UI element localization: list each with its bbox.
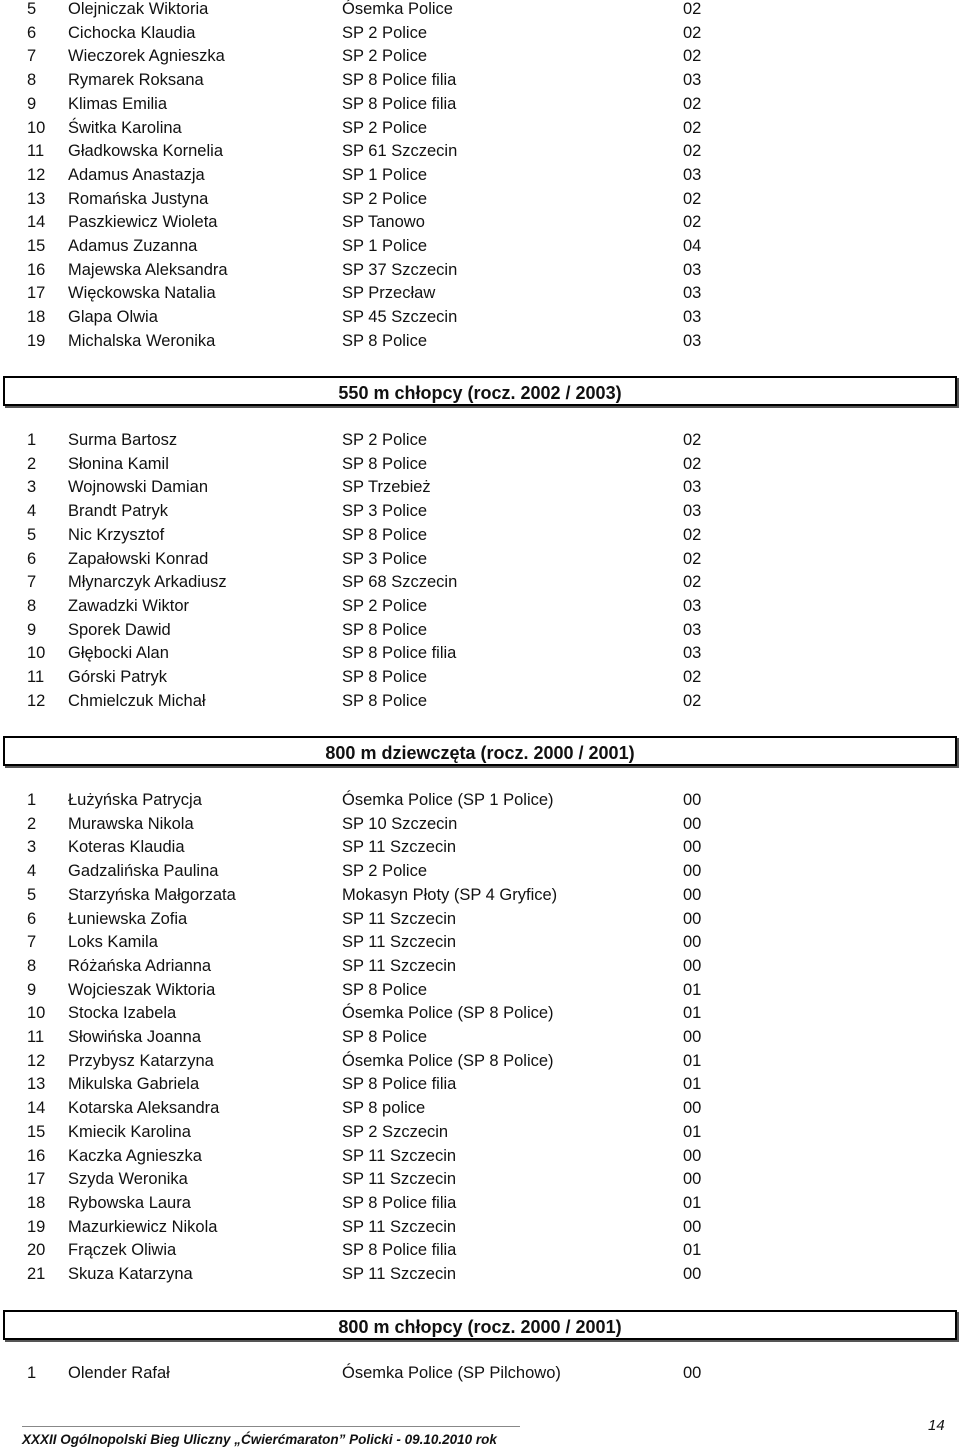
result-row	[0, 860, 960, 884]
athlete-name-cell: Olejniczak Wiktoria	[68, 0, 209, 18]
athlete-name-cell: Surma Bartosz	[68, 431, 178, 449]
place-cell: 7	[27, 933, 37, 952]
place-cell: 17	[27, 284, 46, 303]
school-cell: SP 1 Police	[342, 165, 427, 184]
place-cell: 8	[27, 956, 37, 975]
school-cell: SP 68 Szczecin	[342, 573, 458, 592]
result-row	[0, 22, 960, 46]
birth-year-cell: 01	[683, 1004, 702, 1023]
place-cell: 12	[27, 1051, 46, 1070]
place-cell: 1	[27, 1364, 37, 1382]
birth-year-cell: 00	[683, 862, 702, 881]
school-cell: SP 2 Police	[342, 862, 427, 881]
athlete-name-cell: Kaczka Agnieszka	[68, 1146, 202, 1165]
athlete-name-cell: Paszkiewicz Wioleta	[68, 213, 218, 232]
athlete-name-cell: Murawska Nikola	[68, 814, 194, 833]
school-cell: SP 11 Szczecin	[342, 909, 457, 928]
birth-year-cell: 00	[683, 1364, 702, 1382]
school-cell: SP 2 Police	[342, 23, 427, 42]
school-cell: SP 2 Police	[342, 431, 427, 449]
athlete-name-cell: Frączek Oliwia	[68, 1241, 177, 1260]
birth-year-cell: 02	[683, 0, 702, 18]
result-row	[0, 1362, 960, 1386]
athlete-name-cell: Nic Krzysztof	[68, 525, 165, 544]
school-cell: SP 37 Szczecin	[342, 260, 458, 279]
athlete-name-cell: Świtka Karolina	[68, 118, 182, 137]
place-cell: 17	[27, 1170, 46, 1189]
school-cell: Ósemka Police	[342, 0, 453, 18]
place-cell: 10	[27, 644, 46, 663]
birth-year-cell: 03	[683, 260, 702, 279]
school-cell: SP 11 Szczecin	[342, 933, 457, 952]
birth-year-cell: 02	[683, 691, 702, 710]
athlete-name-cell: Wojnowski Damian	[68, 478, 208, 497]
result-row	[0, 813, 960, 837]
birth-year-cell: 00	[683, 1265, 702, 1283]
school-cell: SP Tanowo	[342, 213, 425, 232]
place-cell: 19	[27, 331, 46, 350]
school-cell: SP 8 Police filia	[342, 71, 457, 90]
birth-year-cell: 03	[683, 478, 702, 497]
result-row	[0, 330, 960, 354]
birth-year-cell: 00	[683, 814, 702, 833]
place-cell: 10	[27, 1004, 46, 1023]
result-row	[0, 642, 960, 666]
school-cell: Ósemka Police (SP 8 Police)	[342, 1004, 554, 1023]
athlete-name-cell: Sporek Dawid	[68, 620, 171, 639]
school-cell: SP 8 Police	[342, 980, 427, 999]
school-cell: SP 11 Szczecin	[342, 838, 457, 857]
school-cell: SP 2 Police	[342, 47, 427, 66]
result-row	[0, 571, 960, 595]
school-cell: Ósemka Police (SP 8 Police)	[342, 1051, 554, 1070]
school-cell: SP 3 Police	[342, 502, 427, 521]
place-cell: 12	[27, 165, 46, 184]
athlete-name-cell: Szyda Weronika	[68, 1170, 188, 1189]
place-cell: 9	[27, 620, 37, 639]
birth-year-cell: 02	[683, 189, 702, 208]
birth-year-cell: 03	[683, 620, 702, 639]
result-row	[0, 282, 960, 306]
result-row	[0, 619, 960, 643]
athlete-name-cell: Słowińska Joanna	[68, 1028, 201, 1046]
result-row	[0, 93, 960, 117]
birth-year-cell: 03	[683, 165, 702, 184]
school-cell: SP 11 Szczecin	[342, 1170, 457, 1189]
athlete-name-cell: Brandt Patryk	[68, 502, 168, 521]
school-cell: SP 2 Police	[342, 596, 427, 615]
result-row	[0, 955, 960, 979]
school-cell: SP 8 Police filia	[342, 1193, 457, 1212]
place-cell: 9	[27, 980, 37, 999]
footer-divider	[22, 1426, 520, 1427]
birth-year-cell: 01	[683, 1193, 702, 1212]
school-cell: SP 3 Police	[342, 549, 427, 568]
athlete-name-cell: Rymarek Roksana	[68, 71, 204, 90]
athlete-name-cell: Klimas Emilia	[68, 94, 168, 113]
result-row	[0, 117, 960, 141]
place-cell: 21	[27, 1265, 46, 1283]
athlete-name-cell: Majewska Aleksandra	[68, 260, 228, 279]
athlete-name-cell: Koteras Klaudia	[68, 838, 185, 857]
school-cell: SP Trzebież	[342, 478, 431, 497]
athlete-name-cell: Przybysz Katarzyna	[68, 1051, 214, 1070]
athlete-name-cell: Glapa Olwia	[68, 308, 158, 327]
school-cell: SP 8 Police	[342, 454, 427, 473]
result-row	[0, 1026, 960, 1050]
birth-year-cell: 00	[683, 885, 702, 904]
result-row	[0, 500, 960, 524]
athlete-name-cell: Skuza Katarzyna	[68, 1265, 193, 1283]
birth-year-cell: 04	[683, 237, 702, 255]
result-row	[0, 476, 960, 500]
school-cell: SP 8 Police	[342, 620, 427, 639]
result-row	[0, 164, 960, 188]
result-row	[0, 524, 960, 548]
birth-year-cell: 01	[683, 1241, 702, 1260]
athlete-name-cell: Zawadzki Wiktor	[68, 596, 190, 615]
school-cell: SP 8 police	[342, 1099, 426, 1118]
place-cell: 18	[27, 308, 46, 327]
school-cell: Ósemka Police (SP 1 Police)	[342, 791, 554, 809]
athlete-name-cell: Mazurkiewicz Nikola	[68, 1217, 218, 1236]
place-cell: 13	[27, 189, 46, 208]
result-row	[0, 666, 960, 690]
result-row	[0, 259, 960, 283]
result-row	[0, 548, 960, 572]
result-row	[0, 69, 960, 93]
birth-year-cell: 03	[683, 308, 702, 327]
place-cell: 12	[27, 691, 46, 710]
place-cell: 4	[27, 862, 37, 881]
school-cell: SP 10 Szczecin	[342, 814, 458, 833]
result-row	[0, 0, 960, 22]
result-row	[0, 1073, 960, 1097]
birth-year-cell: 03	[683, 284, 702, 303]
place-cell: 3	[27, 478, 37, 497]
birth-year-cell: 00	[683, 1170, 702, 1189]
place-cell: 18	[27, 1193, 46, 1212]
result-row	[0, 1145, 960, 1169]
place-cell: 14	[27, 1099, 46, 1118]
birth-year-cell: 03	[683, 644, 702, 663]
result-row	[0, 595, 960, 619]
athlete-name-cell: Michalska Weronika	[68, 331, 216, 350]
athlete-name-cell: Kotarska Aleksandra	[68, 1099, 220, 1118]
school-cell: SP 11 Szczecin	[342, 1146, 457, 1165]
athlete-name-cell: Różańska Adrianna	[68, 956, 212, 975]
athlete-name-cell: Loks Kamila	[68, 933, 158, 952]
place-cell: 13	[27, 1075, 46, 1094]
place-cell: 9	[27, 94, 37, 113]
athlete-name-cell: Mikulska Gabriela	[68, 1075, 200, 1094]
birth-year-cell: 00	[683, 909, 702, 928]
place-cell: 11	[27, 142, 45, 161]
birth-year-cell: 00	[683, 1217, 702, 1236]
place-cell: 5	[27, 885, 37, 904]
athlete-name-cell: Chmielczuk Michał	[68, 691, 206, 710]
place-cell: 8	[27, 596, 37, 615]
school-cell: SP 8 Police filia	[342, 1241, 457, 1260]
result-row	[0, 1121, 960, 1145]
birth-year-cell: 02	[683, 142, 702, 161]
place-cell: 20	[27, 1241, 46, 1260]
birth-year-cell: 02	[683, 94, 702, 113]
birth-year-cell: 02	[683, 431, 702, 449]
result-row	[0, 1216, 960, 1240]
birth-year-cell: 00	[683, 956, 702, 975]
athlete-name-cell: Młynarczyk Arkadiusz	[68, 573, 227, 592]
athlete-name-cell: Olender Rafał	[68, 1364, 170, 1382]
result-row	[0, 789, 960, 813]
place-cell: 4	[27, 502, 37, 521]
birth-year-cell: 00	[683, 1028, 702, 1046]
athlete-name-cell: Łużyńska Patrycja	[68, 791, 202, 809]
birth-year-cell: 00	[683, 933, 702, 952]
birth-year-cell: 01	[683, 980, 702, 999]
result-row	[0, 429, 960, 453]
result-row	[0, 690, 960, 714]
birth-year-cell: 00	[683, 791, 702, 809]
athlete-name-cell: Górski Patryk	[68, 668, 168, 686]
result-row	[0, 45, 960, 69]
school-cell: SP 8 Police	[342, 668, 427, 686]
school-cell: SP 2 Szczecin	[342, 1122, 449, 1141]
result-row	[0, 235, 960, 259]
place-cell: 5	[27, 0, 37, 18]
school-cell: SP 8 Police filia	[342, 1075, 457, 1094]
school-cell: SP 2 Police	[342, 118, 427, 137]
place-cell: 7	[27, 47, 37, 66]
result-row	[0, 1002, 960, 1026]
result-row	[0, 306, 960, 330]
school-cell: Mokasyn Płoty (SP 4 Gryfice)	[342, 885, 558, 904]
birth-year-cell: 02	[683, 23, 702, 42]
school-cell: SP 11 Szczecin	[342, 1217, 457, 1236]
place-cell: 5	[27, 525, 37, 544]
place-cell: 19	[27, 1217, 46, 1236]
place-cell: 1	[27, 791, 37, 809]
birth-year-cell: 01	[683, 1051, 702, 1070]
athlete-name-cell: Słonina Kamil	[68, 454, 169, 473]
place-cell: 2	[27, 454, 37, 473]
birth-year-cell: 02	[683, 668, 702, 686]
birth-year-cell: 02	[683, 213, 702, 232]
school-cell: SP 8 Police filia	[342, 94, 457, 113]
result-row	[0, 979, 960, 1003]
result-row	[0, 1263, 960, 1287]
birth-year-cell: 02	[683, 118, 702, 137]
place-cell: 2	[27, 814, 37, 833]
athlete-name-cell: Głębocki Alan	[68, 644, 169, 663]
school-cell: SP 8 Police	[342, 525, 427, 544]
place-cell: 11	[27, 668, 45, 686]
section-header: 800 m dziewczęta (rocz. 2000 / 2001)	[3, 736, 957, 766]
result-row	[0, 908, 960, 932]
birth-year-cell: 03	[683, 596, 702, 615]
result-row	[0, 836, 960, 860]
school-cell: SP 11 Szczecin	[342, 956, 457, 975]
place-cell: 6	[27, 549, 37, 568]
place-cell: 6	[27, 909, 37, 928]
page-number: 14	[928, 1417, 945, 1434]
school-cell: SP 2 Police	[342, 189, 427, 208]
place-cell: 11	[27, 1028, 45, 1046]
place-cell: 15	[27, 237, 46, 255]
birth-year-cell: 03	[683, 502, 702, 521]
place-cell: 15	[27, 1122, 46, 1141]
result-row	[0, 1168, 960, 1192]
place-cell: 3	[27, 838, 37, 857]
place-cell: 14	[27, 213, 46, 232]
school-cell: SP Przecław	[342, 284, 436, 303]
school-cell: SP 8 Police filia	[342, 644, 457, 663]
athlete-name-cell: Wieczorek Agnieszka	[68, 47, 225, 66]
place-cell: 8	[27, 71, 37, 90]
birth-year-cell: 01	[683, 1075, 702, 1094]
result-row	[0, 1239, 960, 1263]
athlete-name-cell: Cichocka Klaudia	[68, 23, 196, 42]
athlete-name-cell: Wojcieszak Wiktoria	[68, 980, 216, 999]
athlete-name-cell: Adamus Zuzanna	[68, 237, 198, 255]
result-row	[0, 1050, 960, 1074]
place-cell: 6	[27, 23, 37, 42]
birth-year-cell: 00	[683, 1146, 702, 1165]
place-cell: 10	[27, 118, 46, 137]
footer-event-title: XXXII Ogólnopolski Bieg Uliczny „Ćwierćmaraton” Policki - 09.10.2010 rok	[22, 1432, 497, 1447]
birth-year-cell: 02	[683, 47, 702, 66]
athlete-name-cell: Stocka Izabela	[68, 1004, 177, 1023]
birth-year-cell: 00	[683, 838, 702, 857]
result-row	[0, 140, 960, 164]
birth-year-cell: 03	[683, 71, 702, 90]
birth-year-cell: 01	[683, 1122, 702, 1141]
birth-year-cell: 02	[683, 454, 702, 473]
athlete-name-cell: Kmiecik Karolina	[68, 1122, 191, 1141]
birth-year-cell: 03	[683, 331, 702, 350]
athlete-name-cell: Gadzalińska Paulina	[68, 862, 219, 881]
school-cell: SP 1 Police	[342, 237, 427, 255]
place-cell: 16	[27, 1146, 46, 1165]
place-cell: 16	[27, 260, 46, 279]
birth-year-cell: 02	[683, 549, 702, 568]
place-cell: 1	[27, 431, 37, 449]
result-row	[0, 188, 960, 212]
school-cell: SP 45 Szczecin	[342, 308, 458, 327]
athlete-name-cell: Więckowska Natalia	[68, 284, 216, 303]
school-cell: SP 8 Police	[342, 1028, 427, 1046]
result-row	[0, 453, 960, 477]
result-row	[0, 931, 960, 955]
place-cell: 7	[27, 573, 37, 592]
birth-year-cell: 00	[683, 1099, 702, 1118]
result-row	[0, 884, 960, 908]
school-cell: SP 61 Szczecin	[342, 142, 458, 161]
section-header: 550 m chłopcy (rocz. 2002 / 2003)	[3, 376, 957, 406]
birth-year-cell: 02	[683, 525, 702, 544]
athlete-name-cell: Adamus Anastazja	[68, 165, 205, 184]
athlete-name-cell: Starzyńska Małgorzata	[68, 885, 236, 904]
result-row	[0, 211, 960, 235]
athlete-name-cell: Gładkowska Kornelia	[68, 142, 223, 161]
section-header: 800 m chłopcy (rocz. 2000 / 2001)	[3, 1310, 957, 1340]
school-cell: SP 8 Police	[342, 691, 427, 710]
result-row	[0, 1192, 960, 1216]
athlete-name-cell: Łuniewska Zofia	[68, 909, 188, 928]
birth-year-cell: 02	[683, 573, 702, 592]
result-row	[0, 1097, 960, 1121]
athlete-name-cell: Zapałowski Konrad	[68, 549, 209, 568]
athlete-name-cell: Rybowska Laura	[68, 1193, 191, 1212]
school-cell: Ósemka Police (SP Pilchowo)	[342, 1364, 561, 1382]
school-cell: SP 8 Police	[342, 331, 427, 350]
athlete-name-cell: Romańska Justyna	[68, 189, 209, 208]
school-cell: SP 11 Szczecin	[342, 1265, 457, 1283]
